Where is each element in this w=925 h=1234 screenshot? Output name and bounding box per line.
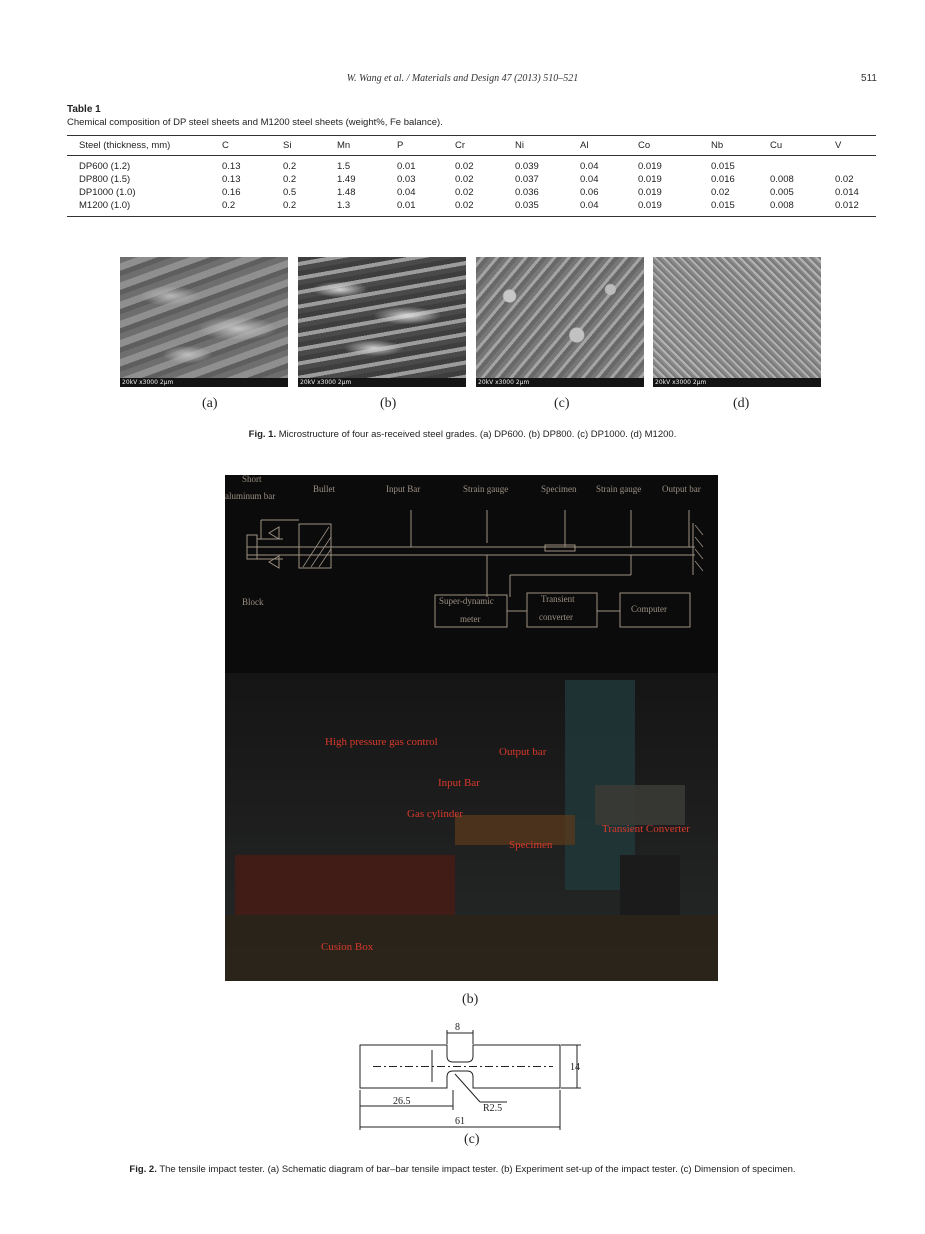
table-cell: 0.2 (283, 174, 297, 185)
table-header-row (67, 139, 876, 152)
table-title: Table 1 (67, 104, 101, 115)
table-cell: 0.2 (283, 200, 297, 211)
table-cell: 0.03 (397, 174, 416, 185)
table-cell: 0.02 (455, 161, 474, 172)
caption-label: Fig. 1. (248, 429, 277, 440)
table-cell: 0.035 (515, 200, 539, 211)
photo-label-output-bar: Output bar (499, 746, 547, 758)
page-number: 511 (861, 73, 877, 84)
table-cell: 0.04 (580, 200, 599, 211)
bar-tester-schematic (225, 475, 718, 981)
table-cell: 0.01 (397, 161, 416, 172)
table-cell (758, 160, 823, 173)
table-top-rule (67, 135, 876, 136)
table-cell: 0.015 (711, 161, 735, 172)
photo-label-specimen: Specimen (509, 839, 553, 851)
table-cell: 0.014 (835, 187, 859, 198)
column-header: Co (638, 140, 651, 151)
table-cell: M1200 (1.0) (79, 200, 131, 211)
table-cell: 0.008 (770, 200, 794, 211)
table-row (67, 199, 876, 212)
label-computer: Computer (631, 604, 667, 614)
caption-label: Fig. 2. (129, 1164, 157, 1175)
table-cell: 0.012 (835, 200, 859, 211)
table-cell: 0.019 (638, 161, 662, 172)
label-specimen: Specimen (541, 484, 577, 494)
table-cell: DP600 (1.2) (79, 161, 131, 172)
column-header: V (835, 140, 842, 151)
column-header: Ni (515, 140, 524, 151)
label-transient-converter: converter (539, 612, 573, 622)
label-block: Block (242, 597, 264, 607)
table-cell: 0.01 (397, 200, 416, 211)
scale-bar-text: 20kV x3000 2µm (298, 378, 466, 387)
column-header: Si (283, 140, 292, 151)
dimension-radius: R2.5 (483, 1103, 503, 1114)
label-bullet: Bullet (313, 484, 335, 494)
label-aluminum-bar: aluminum bar (225, 491, 276, 501)
impact-tester-figure (225, 475, 718, 981)
subfigure-label: (c) (554, 396, 570, 411)
table-caption: Chemical composition of DP steel sheets and M1200 steel sheets (weight%, Fe balance). (67, 117, 443, 128)
table-cell: 0.06 (580, 187, 599, 198)
table-cell: 0.005 (770, 187, 794, 198)
column-header: Cr (455, 140, 466, 151)
table-cell: 0.16 (222, 187, 241, 198)
table-cell: 0.2 (283, 161, 297, 172)
table-cell: 0.037 (515, 174, 539, 185)
caption-text: The tensile impact tester. (a) Schematic diagram of bar–bar tensile impact tester. (b) Experiment set-up of the impact tester. (c) Dimension of specimen. (159, 1164, 796, 1175)
photo-label-gas-control: High pressure gas control (325, 736, 438, 748)
table-row (67, 160, 876, 173)
subfigure-label: (b) (380, 396, 397, 411)
photo-label-input-bar: Input Bar (438, 777, 480, 789)
table-cell: 0.02 (455, 200, 474, 211)
table-cell: 0.008 (770, 174, 794, 185)
table-cell: 0.036 (515, 187, 539, 198)
figure-1-caption (0, 429, 925, 440)
column-header: P (397, 140, 404, 151)
label-super-dynamic-meter: Super-dynamic (439, 596, 494, 606)
column-header: Cu (770, 140, 783, 151)
label-short: Short (242, 475, 262, 484)
dimension-top-width: 8 (455, 1022, 460, 1033)
table-cell: DP800 (1.5) (79, 174, 131, 185)
column-header: Mn (337, 140, 351, 151)
column-header: Nb (711, 140, 724, 151)
table-cell: 0.2 (222, 200, 236, 211)
scale-bar-text: 20kV x3000 2µm (653, 378, 821, 387)
table-cell: 0.04 (580, 161, 599, 172)
label-super-dynamic-meter: meter (460, 614, 481, 624)
column-header: C (222, 140, 229, 151)
micrograph-dp800 (298, 257, 466, 387)
label-transient-converter: Transient (541, 594, 575, 604)
table-cell: 1.48 (337, 187, 356, 198)
table-cell: 1.49 (337, 174, 356, 185)
table-cell: 0.019 (638, 174, 662, 185)
table-cell: 1.3 (337, 200, 351, 211)
table-cell: 0.5 (283, 187, 297, 198)
table-row (67, 186, 876, 199)
table-cell (823, 160, 876, 173)
composition-table (67, 139, 876, 212)
table-cell: 0.02 (455, 187, 474, 198)
label-output-bar: Output bar (662, 484, 701, 494)
scale-bar-text: 20kV x3000 2µm (120, 378, 288, 387)
photo-label-gas-cylinder: Gas cylinder (407, 808, 463, 820)
dimension-left-length: 26.5 (393, 1096, 411, 1107)
caption-text: Microstructure of four as-received steel grades. (a) DP600. (b) DP800. (c) DP1000. (d) M1200. (278, 429, 677, 440)
subfigure-label: (d) (733, 396, 750, 411)
dimension-total-length: 61 (455, 1116, 465, 1127)
label-input-bar: Input Bar (386, 484, 421, 494)
table-cell: 0.039 (515, 161, 539, 172)
table-cell: 0.019 (638, 187, 662, 198)
micrograph-dp600 (120, 257, 288, 387)
photo-label-transient-converter: Transient Converter (602, 823, 690, 835)
table-cell: 0.019 (638, 200, 662, 211)
column-header: Steel (thickness, mm) (79, 140, 171, 151)
micrograph-dp1000 (476, 257, 644, 387)
micrograph-m1200 (653, 257, 821, 387)
subfigure-label: (a) (202, 396, 218, 411)
table-cell: 1.5 (337, 161, 351, 172)
table-cell: 0.02 (711, 187, 730, 198)
subfigure-label: (b) (462, 992, 479, 1007)
table-cell: 0.02 (835, 174, 854, 185)
table-cell: 0.13 (222, 174, 241, 185)
table-cell: DP1000 (1.0) (79, 187, 136, 198)
table-row (67, 173, 876, 186)
label-strain-gauge: Strain gauge (463, 484, 509, 494)
table-cell: 0.04 (397, 187, 416, 198)
table-cell: 0.016 (711, 174, 735, 185)
table-cell: 0.015 (711, 200, 735, 211)
specimen-dimension-drawing (355, 1020, 595, 1135)
table-cell: 0.02 (455, 174, 474, 185)
table-bottom-rule (67, 216, 876, 217)
photo-label-cusion-box: Cusion Box (321, 941, 374, 953)
figure-2-caption (0, 1164, 925, 1175)
column-header: Al (580, 140, 589, 151)
scale-bar-text: 20kV x3000 2µm (476, 378, 644, 387)
table-cell: 0.04 (580, 174, 599, 185)
dimension-specimen-width: 14 (570, 1062, 580, 1073)
running-header: W. Wang et al. / Materials and Design 47 (2013) 510–521 (346, 73, 579, 84)
label-strain-gauge: Strain gauge (596, 484, 642, 494)
table-cell: 0.13 (222, 161, 241, 172)
subfigure-label: (c) (464, 1132, 480, 1147)
